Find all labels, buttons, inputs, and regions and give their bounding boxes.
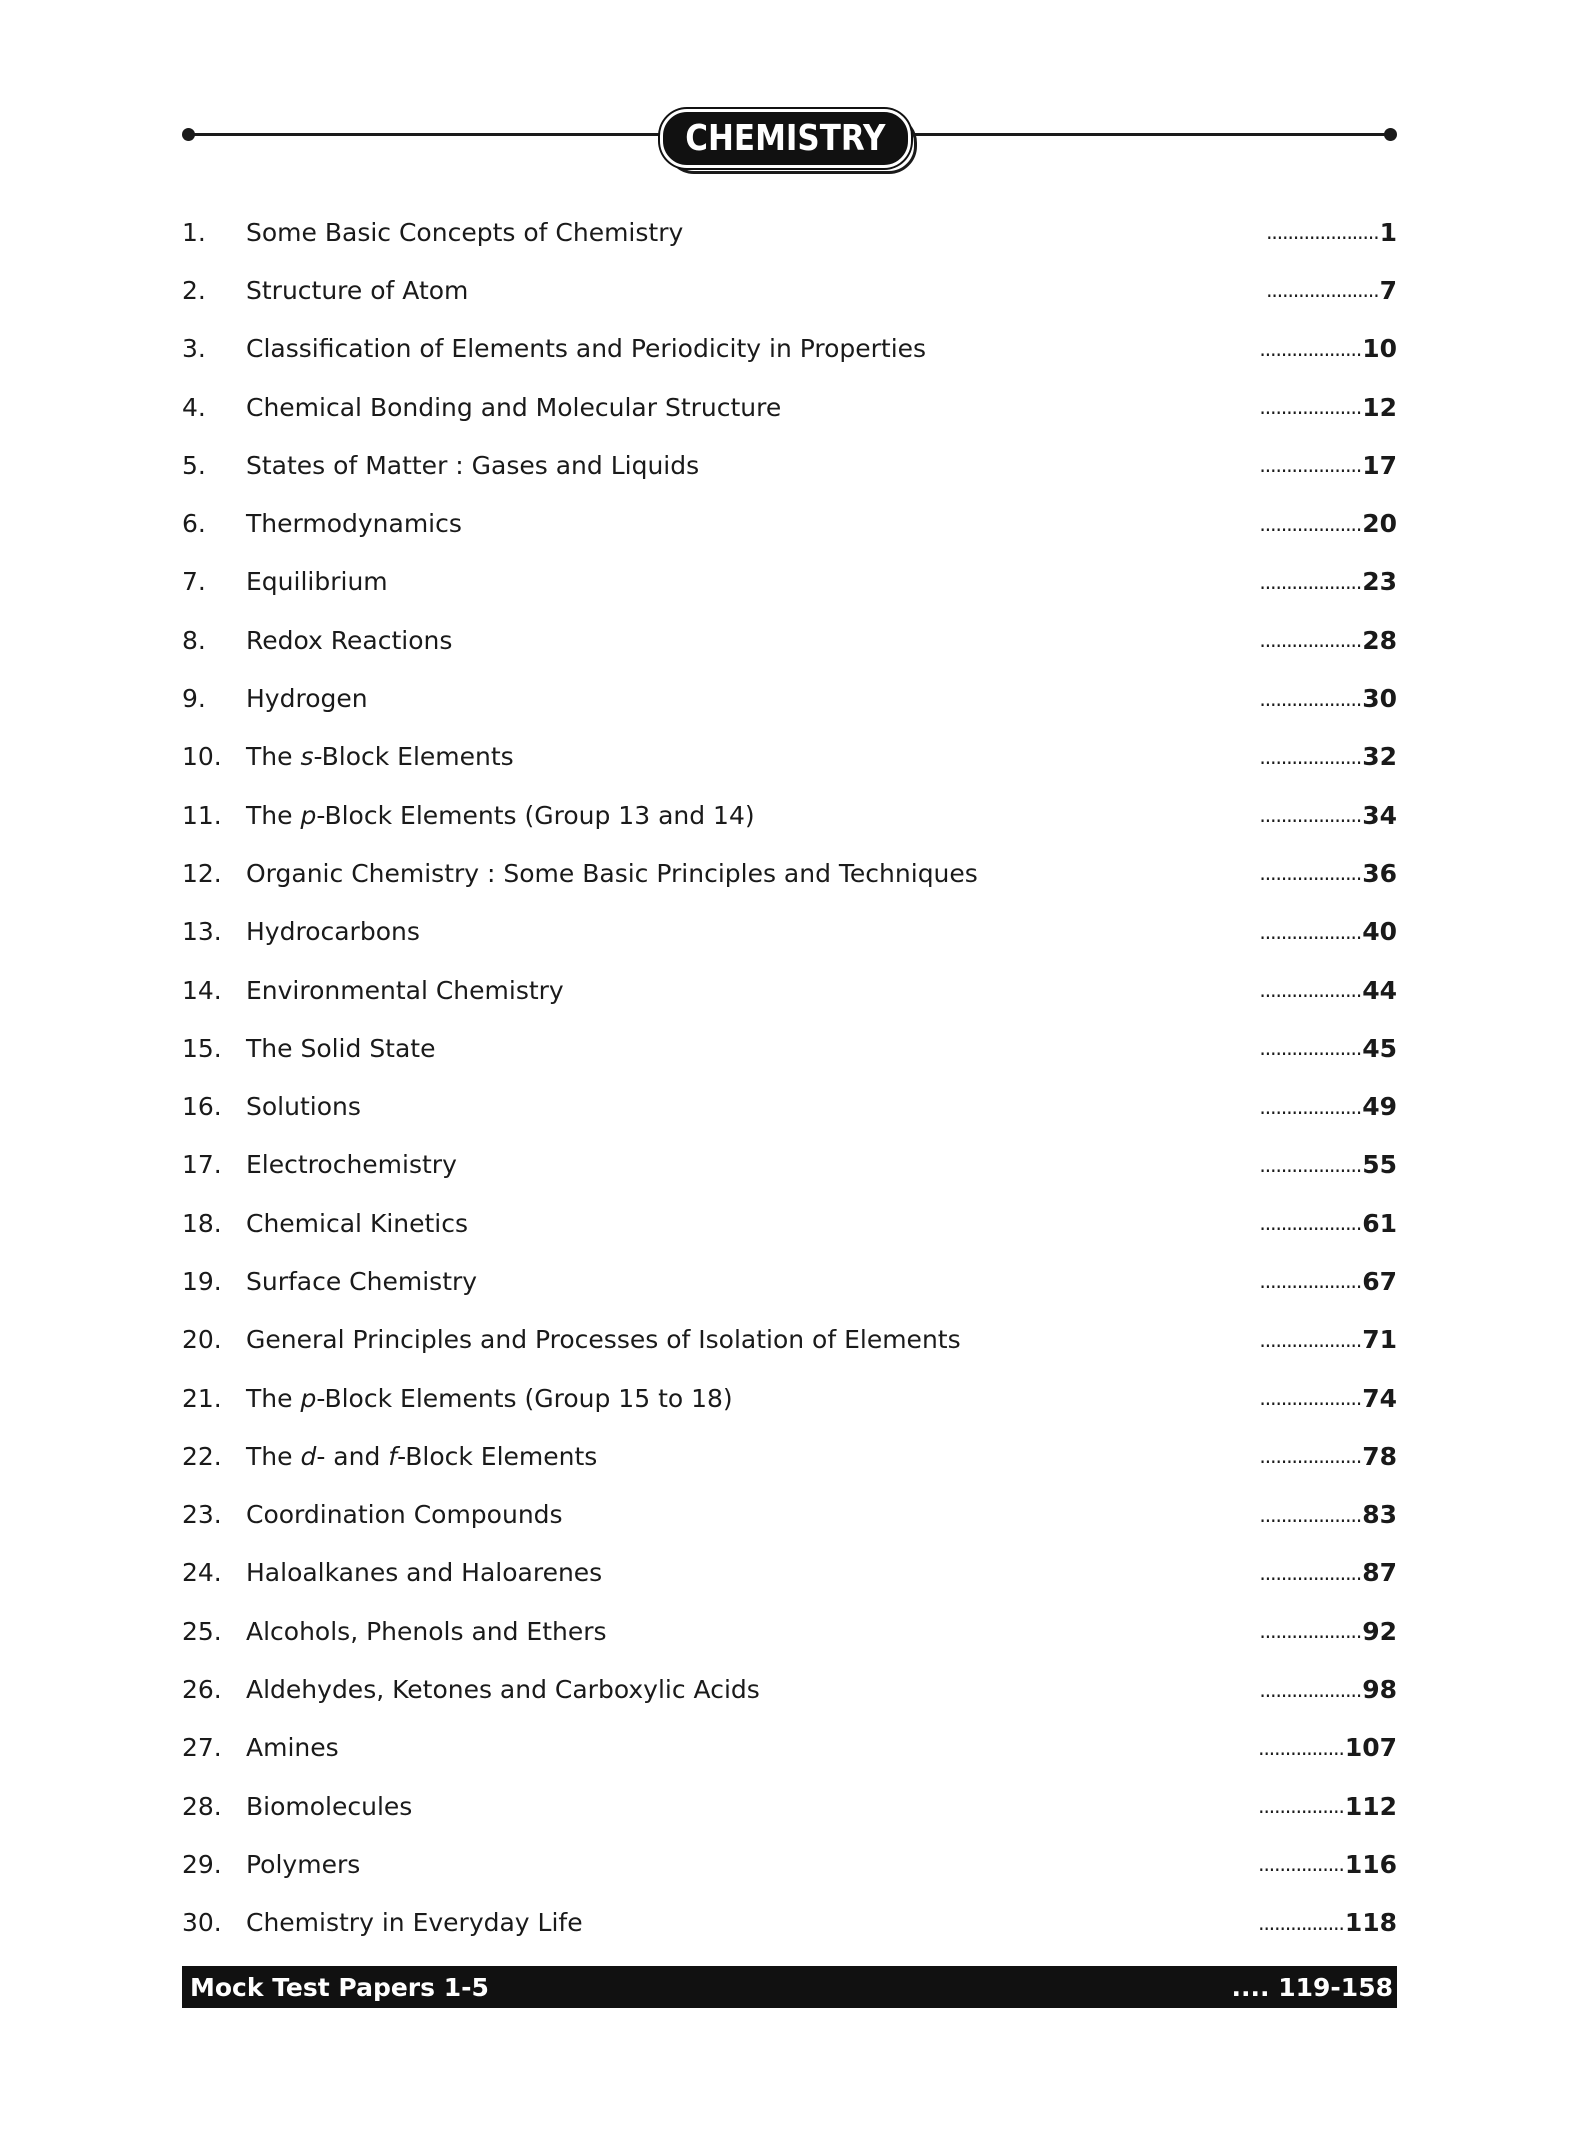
- toc-entry-page: [1259, 1136, 1397, 1194]
- toc-entry-page: [1259, 903, 1397, 961]
- toc-entry-title: Biomolecules: [246, 1791, 413, 1821]
- toc-page-number: 49: [1362, 1092, 1397, 1122]
- toc-entry-title: Classification of Elements and Periodicity in Properties: [246, 334, 927, 364]
- toc-entry-number: 10.: [182, 742, 222, 772]
- toc-entry-number: 17.: [182, 1150, 222, 1180]
- section-header: [182, 105, 1397, 170]
- toc-entry: [182, 786, 1397, 844]
- toc-entry-title: Thermodynamics: [246, 509, 462, 539]
- toc-page-number: 74: [1362, 1383, 1397, 1413]
- toc-dot-leader: .....................: [1266, 220, 1379, 245]
- toc-entry-number: 26.: [182, 1675, 222, 1705]
- toc-entry: [182, 1544, 1397, 1602]
- toc-entry-page: [1259, 1427, 1397, 1485]
- toc-entry-title: Coordination Compounds: [246, 1500, 563, 1530]
- toc-page-number: 17: [1362, 450, 1397, 480]
- toc-entry-number: 8.: [182, 625, 206, 655]
- toc-entry-title: Hydrogen: [246, 684, 368, 714]
- toc-entry-page: [1259, 1019, 1397, 1077]
- toc-entry-page: [1259, 1077, 1397, 1135]
- toc-entry: [182, 1019, 1397, 1077]
- toc-entry-page: [1259, 786, 1397, 844]
- toc-page-number: 34: [1362, 800, 1397, 830]
- toc-page-number: 1: [1379, 217, 1397, 247]
- toc-dot-leader: ...................: [1259, 1619, 1362, 1644]
- toc-entry: [182, 1252, 1397, 1310]
- toc-page-number: 61: [1362, 1208, 1397, 1238]
- toc-dot-leader: ...................: [1259, 978, 1362, 1002]
- toc-entry-page: [1258, 1894, 1397, 1952]
- toc-entry: [182, 261, 1397, 319]
- toc-entry: [182, 1777, 1397, 1835]
- toc-entry-page: [1258, 1835, 1397, 1893]
- toc-dot-leader: ...................: [1259, 453, 1362, 478]
- toc-entry-title: Redox Reactions: [246, 625, 453, 655]
- toc-entry-number: 25.: [182, 1616, 222, 1646]
- toc-entry: [182, 728, 1397, 786]
- toc-entry-page: [1259, 436, 1397, 494]
- toc-entry-number: 21.: [182, 1383, 222, 1413]
- toc-entry: [182, 1427, 1397, 1485]
- toc-entry: [182, 961, 1397, 1019]
- toc-entry-page: [1259, 1486, 1397, 1544]
- header-rule-right-dot: [1384, 128, 1397, 141]
- toc-entry-number: 24.: [182, 1558, 222, 1588]
- toc-entry-number: 16.: [182, 1092, 222, 1122]
- toc-entry-number: 5.: [182, 450, 206, 480]
- toc-page-number: 118: [1344, 1908, 1397, 1938]
- toc-entry: [182, 1660, 1397, 1718]
- toc-entry-title: The d- and f-Block Elements: [246, 1441, 598, 1471]
- toc-entry-title: Chemical Bonding and Molecular Structure: [246, 392, 782, 422]
- toc-entry: [182, 494, 1397, 552]
- toc-entry: [182, 1311, 1397, 1369]
- toc-dot-leader: ...................: [1259, 336, 1362, 361]
- mock-test-label: Mock Test Papers 1-5: [190, 1972, 489, 2002]
- toc-entry-title: Alcohols, Phenols and Ethers: [246, 1616, 607, 1646]
- toc-dot-leader: ................: [1258, 1735, 1344, 1760]
- toc-entry: [182, 1894, 1397, 1952]
- toc-entry-title: General Principles and Processes of Isolation of Elements: [246, 1325, 961, 1355]
- toc-entry-title: Solutions: [246, 1092, 361, 1122]
- toc-page-number: 10: [1362, 334, 1397, 364]
- toc-dot-leader: ...................: [1259, 1094, 1362, 1119]
- toc-dot-leader: ...................: [1259, 686, 1362, 711]
- toc-dot-leader: ...................: [1259, 1269, 1362, 1294]
- toc-entry-title: The p-Block Elements (Group 13 and 14): [246, 800, 755, 830]
- toc-entry-page: [1259, 320, 1397, 378]
- toc-entry-title: States of Matter : Gases and Liquids: [246, 450, 700, 480]
- toc-dot-leader: ...................: [1259, 919, 1362, 944]
- toc-entry: [182, 378, 1397, 436]
- toc-dot-leader: ...................: [1259, 1386, 1362, 1411]
- toc-page-number: 44: [1362, 975, 1397, 1005]
- toc-entry-page: [1258, 1719, 1397, 1777]
- toc-dot-leader: ................: [1258, 1910, 1344, 1935]
- toc-page-number: 67: [1362, 1266, 1397, 1296]
- toc-entry-page: [1259, 961, 1397, 1019]
- toc-entry-page: [1259, 1252, 1397, 1310]
- toc-entry: [182, 1194, 1397, 1252]
- toc-entry-number: 19.: [182, 1266, 222, 1296]
- toc-entry: [182, 1077, 1397, 1135]
- toc-entry: [182, 1835, 1397, 1893]
- toc-entry-page: [1259, 1602, 1397, 1660]
- toc-page-number: 40: [1362, 917, 1397, 947]
- toc-dot-leader: ...................: [1259, 803, 1362, 828]
- toc-page-number: 78: [1362, 1441, 1397, 1471]
- toc-page-number: 98: [1362, 1675, 1397, 1705]
- toc-page-number: 55: [1362, 1150, 1397, 1180]
- toc-entry-number: 15.: [182, 1033, 222, 1063]
- toc-page-number: 36: [1362, 858, 1397, 888]
- toc-entry-number: 6.: [182, 509, 206, 539]
- toc-entry-page: [1266, 261, 1397, 319]
- toc-entry-number: 22.: [182, 1441, 222, 1471]
- toc-entry-title: Some Basic Concepts of Chemistry: [246, 217, 684, 247]
- toc-entry-page: [1259, 1311, 1397, 1369]
- toc-entry: [182, 203, 1397, 261]
- toc-entry-page: [1259, 1660, 1397, 1718]
- toc-page-number: 12: [1362, 392, 1397, 422]
- toc-page-number: 87: [1362, 1558, 1397, 1588]
- mock-test-bar: [182, 1966, 1397, 2008]
- toc-page-number: 116: [1344, 1849, 1397, 1879]
- toc-entry-page: [1259, 1544, 1397, 1602]
- toc-entry-number: 23.: [182, 1500, 222, 1530]
- toc-dot-leader: ...................: [1259, 744, 1362, 769]
- toc-entry-number: 13.: [182, 917, 222, 947]
- toc-entry-title: The Solid State: [246, 1033, 436, 1063]
- toc-entry-page: [1259, 1369, 1397, 1427]
- toc-page-number: 20: [1362, 509, 1397, 539]
- toc-entry-number: 3.: [182, 334, 206, 364]
- toc-dot-leader: ...................: [1259, 1444, 1362, 1469]
- toc-entry-page: [1259, 378, 1397, 436]
- toc-dot-leader: ...................: [1259, 628, 1362, 653]
- toc-dot-leader: ...................: [1259, 511, 1362, 536]
- toc-entry-title: The s-Block Elements: [246, 742, 514, 772]
- toc-dot-leader: ...................: [1259, 1327, 1362, 1352]
- toc-dot-leader: ...................: [1259, 395, 1362, 420]
- toc-entry-title: Aldehydes, Ketones and Carboxylic Acids: [246, 1675, 760, 1705]
- toc-entry-number: 30.: [182, 1908, 222, 1938]
- toc-entry-number: 9.: [182, 684, 206, 714]
- toc-dot-leader: ................: [1258, 1852, 1344, 1877]
- toc-page-number: 45: [1362, 1033, 1397, 1063]
- toc-entry-number: 28.: [182, 1791, 222, 1821]
- toc-entry-title: Electrochemistry: [246, 1150, 457, 1180]
- toc-dot-leader: ...................: [1259, 1211, 1362, 1236]
- toc-entry-page: [1259, 669, 1397, 727]
- toc-entry-title: The p-Block Elements (Group 15 to 18): [246, 1383, 733, 1413]
- table-of-contents: [182, 203, 1397, 1952]
- toc-entry: [182, 1136, 1397, 1194]
- toc-entry: [182, 1369, 1397, 1427]
- toc-entry-number: 29.: [182, 1849, 222, 1879]
- toc-entry: [182, 903, 1397, 961]
- toc-entry-number: 11.: [182, 800, 222, 830]
- toc-entry-number: 18.: [182, 1208, 222, 1238]
- toc-entry-page: [1259, 844, 1397, 902]
- mock-test-pages: .... 119-158: [1231, 1972, 1393, 2002]
- toc-dot-leader: ................: [1258, 1794, 1344, 1819]
- toc-entry-number: 14.: [182, 975, 222, 1005]
- toc-entry-number: 12.: [182, 858, 222, 888]
- toc-entry-page: [1259, 728, 1397, 786]
- toc-dot-leader: ...................: [1259, 1036, 1362, 1061]
- toc-entry-title: Surface Chemistry: [246, 1266, 478, 1296]
- toc-entry: [182, 844, 1397, 902]
- toc-entry-title: Haloalkanes and Haloarenes: [246, 1558, 603, 1588]
- toc-page-number: 32: [1362, 742, 1397, 772]
- toc-entry-title: Polymers: [246, 1849, 361, 1879]
- toc-entry-page: [1259, 611, 1397, 669]
- toc-entry-page: [1258, 1777, 1397, 1835]
- toc-entry-number: 20.: [182, 1325, 222, 1355]
- toc-entry-number: 27.: [182, 1733, 222, 1763]
- toc-entry-title: Organic Chemistry : Some Basic Principles and Techniques: [246, 858, 978, 888]
- toc-entry-page: [1259, 1194, 1397, 1252]
- toc-page-number: 71: [1362, 1325, 1397, 1355]
- toc-entry: [182, 1719, 1397, 1777]
- page-title: CHEMISTRY: [685, 118, 886, 159]
- toc-page-number: 112: [1344, 1791, 1397, 1821]
- toc-dot-leader: .....................: [1266, 278, 1379, 303]
- toc-entry: [182, 1602, 1397, 1660]
- toc-entry: [182, 669, 1397, 727]
- toc-entry-number: 7.: [182, 567, 206, 597]
- toc-dot-leader: ...................: [1259, 1560, 1362, 1585]
- toc-entry-title: Chemical Kinetics: [246, 1208, 469, 1238]
- toc-entry-number: 2.: [182, 275, 206, 305]
- toc-entry-title: Amines: [246, 1733, 339, 1763]
- toc-dot-leader: ...................: [1259, 861, 1362, 886]
- toc-dot-leader: ...................: [1259, 1152, 1362, 1177]
- toc-dot-leader: ...................: [1259, 569, 1362, 594]
- toc-page-number: 7: [1379, 275, 1397, 305]
- toc-entry-title: Environmental Chemistry: [246, 975, 564, 1005]
- toc-entry-page: [1259, 553, 1397, 611]
- toc-entry-number: 4.: [182, 392, 206, 422]
- toc-entry-title: Chemistry in Everyday Life: [246, 1908, 583, 1938]
- toc-page-number: 28: [1362, 625, 1397, 655]
- toc-entry-page: [1266, 203, 1397, 261]
- toc-entry-title: Hydrocarbons: [246, 917, 420, 947]
- toc-entry: [182, 436, 1397, 494]
- toc-page-number: 30: [1362, 684, 1397, 714]
- toc-entry-title: Structure of Atom: [246, 275, 469, 305]
- toc-entry: [182, 611, 1397, 669]
- toc-entry-number: 1.: [182, 217, 206, 247]
- toc-page-number: 23: [1362, 567, 1397, 597]
- toc-page-number: 107: [1344, 1733, 1397, 1763]
- toc-page-number: 83: [1362, 1500, 1397, 1530]
- toc-entry: [182, 1486, 1397, 1544]
- toc-entry: [182, 320, 1397, 378]
- toc-dot-leader: ...................: [1259, 1502, 1362, 1527]
- toc-entry-page: [1259, 494, 1397, 552]
- header-rule-left-dot: [182, 128, 195, 141]
- toc-page-number: 92: [1362, 1616, 1397, 1646]
- title-badge: [660, 109, 911, 168]
- toc-entry-title: Equilibrium: [246, 567, 388, 597]
- toc-dot-leader: ...................: [1259, 1677, 1362, 1702]
- toc-entry: [182, 553, 1397, 611]
